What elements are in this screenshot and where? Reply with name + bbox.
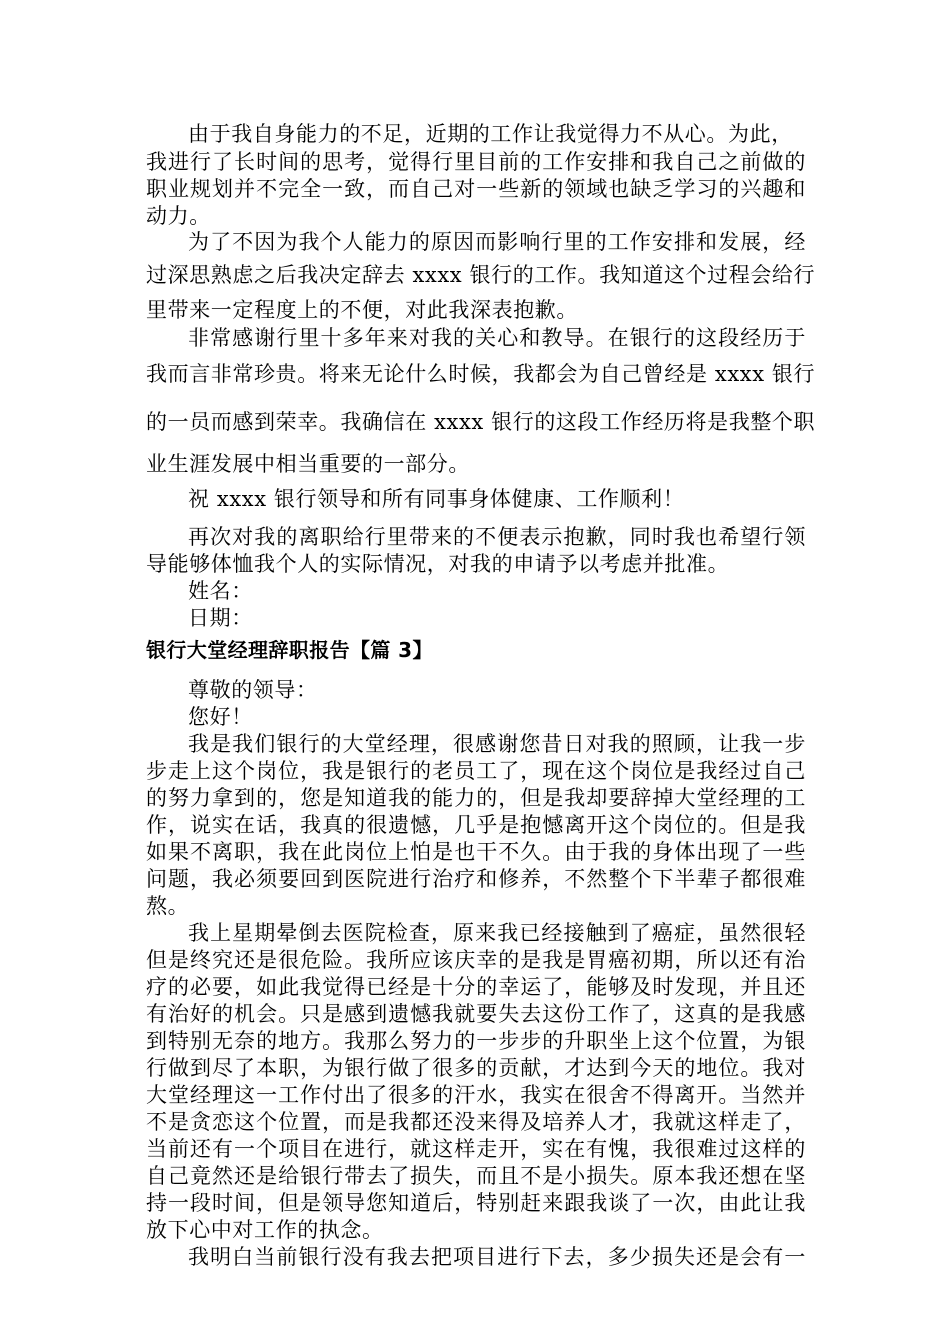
paragraph-line: 非常感谢行里十多年来对我的关心和教导。在银行的这段经历于 (188, 326, 806, 350)
paragraph-line: 但是终究还是很危险。我所应该庆幸的是我是胃癌初期，所以还有治 (146, 948, 806, 972)
paragraph-line: 由于我自身能力的不足，近期的工作让我觉得力不从心。为此， (188, 122, 793, 146)
paragraph-line: 业生涯发展中相当重要的一部分。 (146, 452, 470, 476)
paragraph-line: 我进行了长时间的思考，觉得行里目前的工作安排和我自己之前做的 (146, 150, 806, 174)
greeting: 您好！ (188, 705, 253, 729)
paragraph-line: 我明白当前银行没有我去把项目进行下去，多少损失还是会有一 (188, 1245, 806, 1269)
section-heading: 银行大堂经理辞职报告【篇 3】 (146, 638, 433, 662)
paragraph-line: 为了不因为我个人能力的原因而影响行里的工作安排和发展，经 (188, 230, 806, 254)
paragraph-line: 我是我们银行的大堂经理，很感谢您昔日对我的照顾，让我一步 (188, 732, 806, 756)
paragraph-line: 步走上这个岗位，我是银行的老员工了，现在这个岗位是我经过自己 (146, 759, 806, 783)
date-line: 日期： (188, 606, 253, 630)
paragraph-line: 行做到尽了本职，为银行做了很多的贡献，才达到今天的地位。我对 (146, 1056, 806, 1080)
paragraph-line: 疗的必要，如此我觉得已经是十分的幸运了，能够及时发现，并且还 (146, 975, 806, 999)
paragraph-line: 如果不离职，我在此岗位上怕是也干不久。由于我的身体出现了一些 (146, 840, 806, 864)
paragraph-line: 祝 xxxx 银行领导和所有同事身体健康、工作顺利！ (188, 487, 685, 511)
paragraph-line: 当前还有一个项目在进行，就这样走开，实在有愧，我很难过这样的 (146, 1137, 806, 1161)
paragraph-line: 的努力拿到的，您是知道我的能力的，但是我却要辞掉大堂经理的工 (146, 786, 806, 810)
paragraph-line: 职业规划并不完全一致，而自己对一些新的领域也缺乏学习的兴趣和 (146, 177, 806, 201)
paragraph-line: 我而言非常珍贵。将来无论什么时候，我都会为自己曾经是 xxxx 银行 (146, 362, 816, 386)
paragraph-line: 里带来一定程度上的不便，对此我深表抱歉。 (146, 298, 578, 322)
paragraph-line: 不是贪恋这个位置，而是我都还没来得及培养人才，我就这样走了， (146, 1110, 806, 1134)
paragraph-line: 我上星期晕倒去医院检查，原来我已经接触到了癌症，虽然很轻 (188, 921, 806, 945)
paragraph-line: 持一段时间，但是领导您知道后，特别赶来跟我谈了一次，由此让我 (146, 1191, 806, 1215)
paragraph-line: 作，说实在话，我真的很遗憾，几乎是抱憾离开这个岗位的。但是我 (146, 813, 806, 837)
paragraph-line: 过深思熟虑之后我决定辞去 xxxx 银行的工作。我知道这个过程会给行 (146, 263, 816, 287)
paragraph-line: 熬。 (146, 894, 190, 918)
name-line: 姓名： (188, 579, 253, 603)
paragraph-line: 放下心中对工作的执念。 (146, 1218, 384, 1242)
paragraph-line: 动力。 (146, 204, 211, 228)
paragraph-line: 问题，我必须要回到医院进行治疗和修养，不然整个下半辈子都很难 (146, 867, 806, 891)
paragraph-line: 的一员而感到荣幸。我确信在 xxxx 银行的这段工作经历将是我整个职 (146, 410, 816, 434)
paragraph-line: 到特别无奈的地方。我那么努力的一步步的升职坐上这个位置，为银 (146, 1029, 806, 1053)
paragraph-line: 再次对我的离职给行里带来的不便表示抱歉，同时我也希望行领 (188, 525, 806, 549)
salutation: 尊敬的领导： (188, 678, 318, 702)
paragraph-line: 有治好的机会。只是感到遗憾我就要失去这份工作了，这真的是我感 (146, 1002, 806, 1026)
paragraph-line: 导能够体恤我个人的实际情况，对我的申请予以考虑并批准。 (146, 552, 730, 576)
paragraph-line: 自己竟然还是给银行带去了损失，而且不是小损失。原本我还想在坚 (146, 1164, 806, 1188)
paragraph-line: 大堂经理这一工作付出了很多的汗水，我实在很舍不得离开。当然并 (146, 1083, 806, 1107)
